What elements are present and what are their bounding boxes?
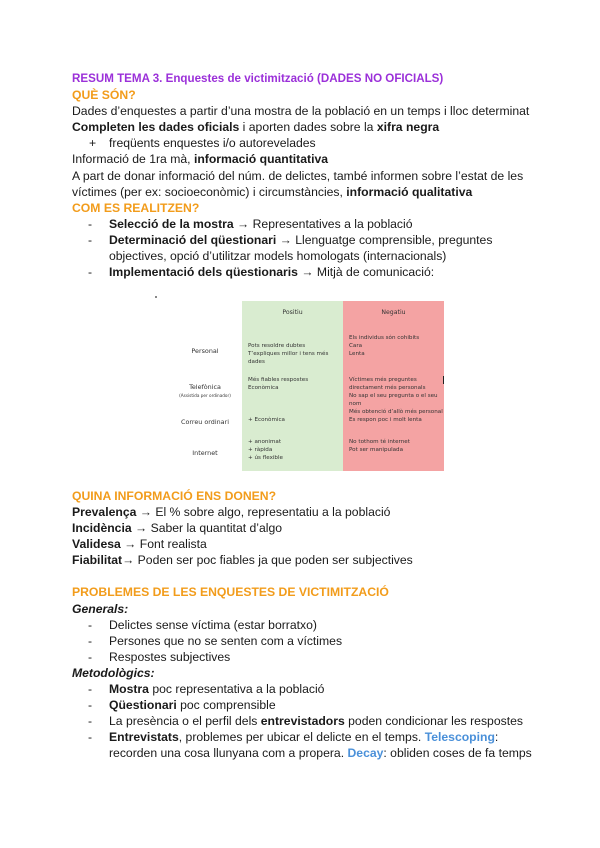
text-line xyxy=(72,151,542,167)
dash-marker: - xyxy=(88,730,93,745)
row-label-correu: Correu ordinari xyxy=(180,418,229,426)
header-negatiu: Negatiu xyxy=(381,309,406,316)
bold-text: informació quantitativa xyxy=(193,152,329,167)
comparison-table-image xyxy=(168,301,444,471)
text-span: Informació de 1ra mà, xyxy=(72,152,194,167)
text-span: poc representativa a la població xyxy=(148,682,325,697)
list-item xyxy=(72,232,542,264)
list-item xyxy=(72,135,542,151)
text-span: → Representatives a la població xyxy=(233,216,413,231)
list-item xyxy=(72,681,542,697)
text-span: , problemes per ubicar el delicte en el temps. xyxy=(178,730,425,745)
spacer xyxy=(72,568,542,584)
cell-text: Els individus són cohibits xyxy=(349,335,420,341)
text-span: : recorden una cosa llunyana com a propera. xyxy=(109,730,499,761)
list-item xyxy=(72,729,542,761)
stray-mark xyxy=(155,296,157,298)
cell-text: Més fiables respostes xyxy=(248,377,309,383)
text-span: La presència o el perfil dels xyxy=(109,714,261,729)
cell-text: + Econòmica xyxy=(248,417,285,423)
list-item xyxy=(72,697,542,713)
heading-que-son: QUÈ SÓN? xyxy=(72,88,136,103)
cell-text: Víctimes més preguntes xyxy=(349,377,417,383)
cell-neg-correu xyxy=(349,416,443,424)
list-item xyxy=(72,617,542,633)
cell-text: T’expliques millor i tens més dades xyxy=(248,351,329,365)
text-span: poc comprensible xyxy=(176,698,276,713)
cell-text: Cara xyxy=(349,343,363,349)
bold-text: Entrevistats xyxy=(109,730,179,745)
cell-pos-personal xyxy=(248,342,342,366)
heading-quina-informacio: QUINA INFORMACIÓ ENS DONEN? xyxy=(72,489,277,503)
text-line xyxy=(72,119,542,135)
cell-neg-telefonica xyxy=(349,376,443,416)
cell-text: Més obtenció d’allò més personal xyxy=(349,409,443,415)
document-body-lower xyxy=(72,488,542,762)
bold-text: Fiabilitat xyxy=(72,553,123,568)
subheading-metodologics: Metodològics: xyxy=(72,665,155,680)
cell-pos-telefonica xyxy=(248,376,342,392)
plus-marker: + xyxy=(89,136,97,151)
list-item xyxy=(72,633,542,649)
text-span: → Font realista xyxy=(120,537,207,552)
heading-com-es-realitzen: COM ES REALITZEN? xyxy=(72,200,200,215)
bold-text: Selecció de la mostra xyxy=(109,216,234,231)
cell-text: Lenta xyxy=(349,351,365,357)
text-line: Dades d’enquestes a partir d’una mostra de la població en un temps i lloc determinat xyxy=(72,104,530,119)
cell-pos-correu xyxy=(248,416,342,424)
text-span: → Llenguatge comprensible, preguntes objectives, opció d’utilitzar models homologats (internacionals) xyxy=(109,232,493,264)
heading-problemes: PROBLEMES DE LES ENQUESTES DE VICTIMITZACIÓ xyxy=(72,585,389,600)
text-span: Persones que no se senten com a víctimes xyxy=(109,633,343,648)
cell-neg-personal xyxy=(349,334,443,358)
text-span: freqüents enquestes i/o autorevelades xyxy=(109,136,316,151)
dash-marker: - xyxy=(88,617,93,632)
cell-text: Pot ser manipulada xyxy=(349,447,404,453)
text-cursor xyxy=(443,376,444,384)
text-line xyxy=(72,504,542,520)
text-span: A part de donar informació del núm. de delictes, també informen sobre l’estat de les víctimes (per ex: socioeconòmic) i circumstàncies, xyxy=(72,168,524,199)
dash-marker: - xyxy=(88,649,93,664)
bold-text: Completen les dades oficials xyxy=(72,120,240,135)
subheading-generals: Generals: xyxy=(72,601,129,616)
text-span: → El % sobre algo, representatiu a la població xyxy=(136,505,391,520)
dash-marker: - xyxy=(88,698,93,713)
bold-text: entrevistadors xyxy=(260,714,345,729)
text-line xyxy=(72,552,542,568)
cell-text: + ús flexible xyxy=(248,455,283,461)
text-span: Delictes sense víctima (estar borratxo) xyxy=(109,617,317,632)
text-line xyxy=(72,520,542,536)
dash-marker: - xyxy=(88,633,93,648)
dash-marker: - xyxy=(88,682,93,697)
cell-text: directament més personals xyxy=(349,385,426,391)
bold-text: Determinació del qüestionari xyxy=(109,232,277,247)
list-item xyxy=(72,713,542,729)
bold-text: Prevalença xyxy=(72,505,137,520)
text-span: poden condicionar les respostes xyxy=(344,714,523,729)
cell-text: No sap el seu pregunta o el seu nom xyxy=(349,393,438,407)
text-span: i aporten dades sobre la xyxy=(239,120,377,135)
document-title: RESUM TEMA 3. Enquestes de victimització (DADES NO OFICIALS) xyxy=(72,72,444,85)
cell-text: Econòmica xyxy=(248,385,279,391)
bold-text: Implementació dels qüestionaris xyxy=(109,265,298,280)
bold-text: Incidència xyxy=(72,521,132,536)
cell-pos-internet xyxy=(248,438,342,462)
bold-text: informació qualitativa xyxy=(346,184,473,199)
cell-text: + anonimat xyxy=(248,439,282,445)
cell-text: Pots resoldre dubtes xyxy=(248,343,306,349)
text-span: → Mitjà de comunicació: xyxy=(297,265,435,280)
document-body xyxy=(72,71,542,280)
row-labels xyxy=(168,301,242,471)
row-label-telefonica: Telefònica xyxy=(189,383,221,391)
row-label-internet: Internet xyxy=(192,449,218,457)
text-line xyxy=(72,536,542,552)
cell-text: + ràpida xyxy=(248,447,273,453)
list-item xyxy=(72,216,542,232)
row-sublabel-telefonica: (Assistida per ordinador) xyxy=(179,393,231,398)
dash-marker: - xyxy=(88,714,93,729)
bold-text: Qüestionari xyxy=(109,698,177,713)
header-positiu: Positiu xyxy=(282,309,303,316)
text-span: → Poden ser poc fiables ja que poden ser subjectives xyxy=(122,553,413,568)
list-item xyxy=(72,264,542,280)
dash-marker: - xyxy=(88,232,93,247)
text-span: Respostes subjectives xyxy=(109,649,231,664)
cell-neg-internet xyxy=(349,438,443,454)
highlight-decay: Decay xyxy=(347,746,384,761)
text-span: → Saber la quantitat d’algo xyxy=(131,521,283,536)
dash-marker: - xyxy=(88,265,93,280)
column-negatiu xyxy=(343,301,444,471)
column-positiu xyxy=(242,301,343,471)
cell-text: Es respon poc i molt lenta xyxy=(349,417,422,423)
bold-text: Validesa xyxy=(72,537,121,552)
text-paragraph xyxy=(72,168,542,200)
dash-marker: - xyxy=(88,216,93,231)
row-label-personal: Personal xyxy=(191,347,219,355)
text-span: : obliden coses de fa temps xyxy=(383,746,532,761)
list-item xyxy=(72,649,542,665)
cell-text: No tothom té internet xyxy=(349,439,410,445)
highlight-telescoping: Telescoping xyxy=(424,730,495,745)
bold-text: xifra negra xyxy=(376,120,440,135)
bold-text: Mostra xyxy=(109,682,149,697)
